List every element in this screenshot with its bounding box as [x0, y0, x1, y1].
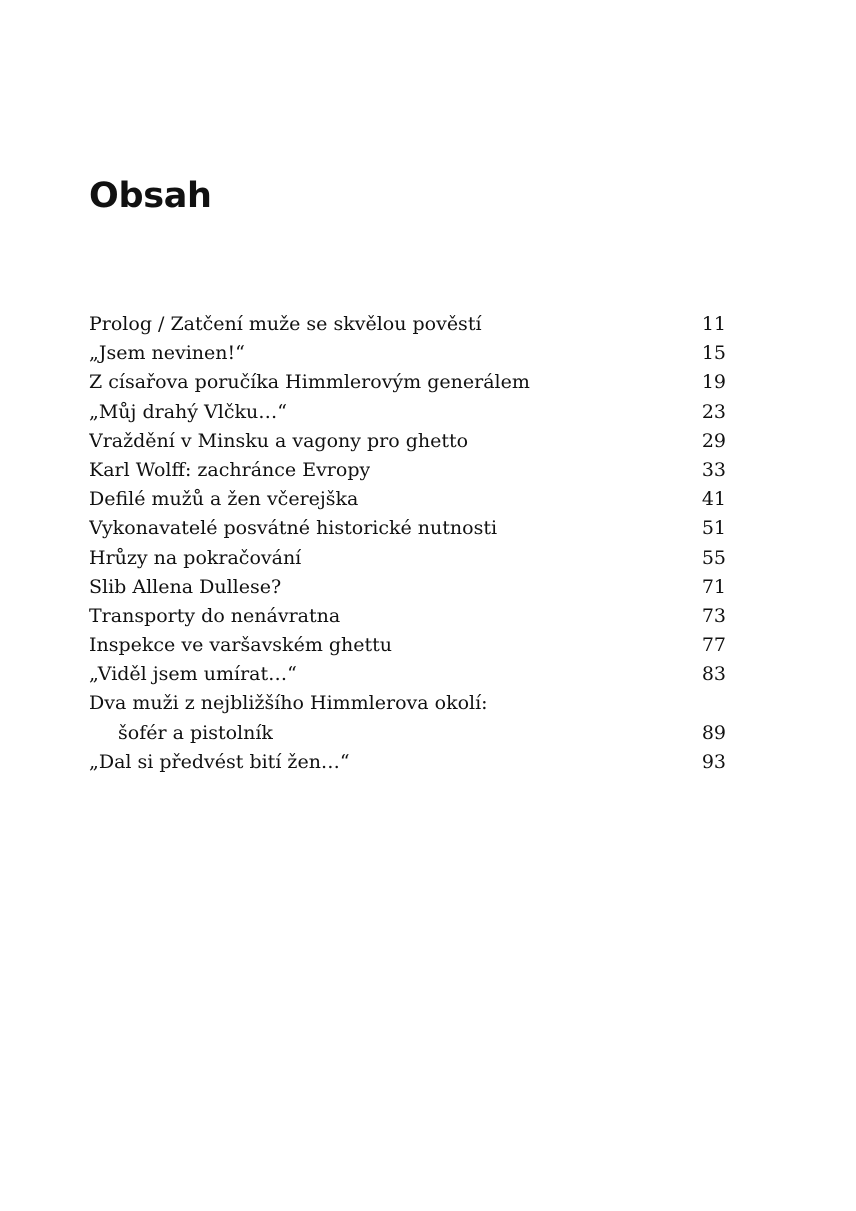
- toc-entry-continuation: [89, 719, 726, 748]
- toc-entry-title: Prolog / Zatčení muže se skvělou pověstí: [89, 313, 482, 335]
- page-title: Obsah: [89, 176, 212, 216]
- toc-entry: [89, 485, 726, 514]
- toc-entry-title: Inspekce ve varšavském ghettu: [89, 634, 393, 657]
- toc-entry-title: „Dal si předvést bití žen…“: [89, 750, 350, 773]
- toc-entry-title: Hrůzy na pokračování: [89, 546, 302, 569]
- toc-entry-page: 51: [701, 517, 726, 540]
- toc-entry-page: 93: [701, 750, 726, 773]
- toc-entry: [89, 427, 726, 456]
- toc-entry-page: 19: [701, 371, 726, 394]
- toc-entry-title: Karl Wolff: zachránce Evropy: [89, 458, 371, 481]
- toc-entry-title: šofér a pistolník: [118, 721, 273, 744]
- toc-entry-page: 73: [701, 604, 726, 627]
- toc-entry: [89, 368, 726, 397]
- toc-entry: [89, 689, 726, 718]
- toc-entry-page: 77: [701, 634, 726, 657]
- toc-entry-page: 55: [701, 546, 726, 569]
- toc-entry: [89, 660, 726, 689]
- toc-entry-title: Transporty do nenávratna: [89, 604, 341, 627]
- toc-entry-title: Vykonavatelé posvátné historické nutnosti: [89, 517, 498, 540]
- toc-entry-page: 41: [701, 488, 726, 511]
- toc-entry: [89, 398, 726, 427]
- toc-entry: [89, 544, 726, 573]
- toc-entry: [89, 573, 726, 602]
- toc-entry-page: 23: [701, 400, 726, 423]
- toc-entry-page: 83: [701, 663, 726, 686]
- toc-entry-title: „Jsem nevinen!“: [89, 342, 245, 365]
- toc-entry-page: 15: [701, 342, 726, 365]
- toc-entry-title: Defilé mužů a žen včerejška: [89, 488, 359, 511]
- toc-entry-page: 89: [701, 721, 726, 744]
- toc-entry-title: Dva muži z nejbližšího Himmlerova okolí:: [89, 692, 488, 715]
- toc-entry: [89, 310, 726, 339]
- toc-entry-title: „Viděl jsem umírat…“: [89, 663, 297, 686]
- toc-entry-page: 11: [701, 313, 726, 335]
- toc-entry: [89, 456, 726, 485]
- toc-entry-title: Vraždění v Minsku a vagony pro ghetto: [89, 429, 469, 452]
- toc-entry-title: Z císařova poručíka Himmlerovým generálem: [89, 371, 530, 394]
- toc-entry: [89, 748, 726, 777]
- toc-entry: [89, 339, 726, 368]
- toc-entry: [89, 602, 726, 631]
- toc-entry-title: „Můj drahý Vlčku…“: [89, 400, 287, 423]
- toc-entry: [89, 631, 726, 660]
- table-of-contents: [89, 310, 726, 777]
- toc-entry: [89, 514, 726, 543]
- toc-entry-page: 71: [701, 575, 726, 598]
- toc-entry-page: [692, 689, 726, 718]
- toc-entry-title: Slib Allena Dullese?: [89, 575, 282, 598]
- toc-entry-page: 29: [701, 429, 726, 452]
- toc-entry-page: 33: [701, 458, 726, 481]
